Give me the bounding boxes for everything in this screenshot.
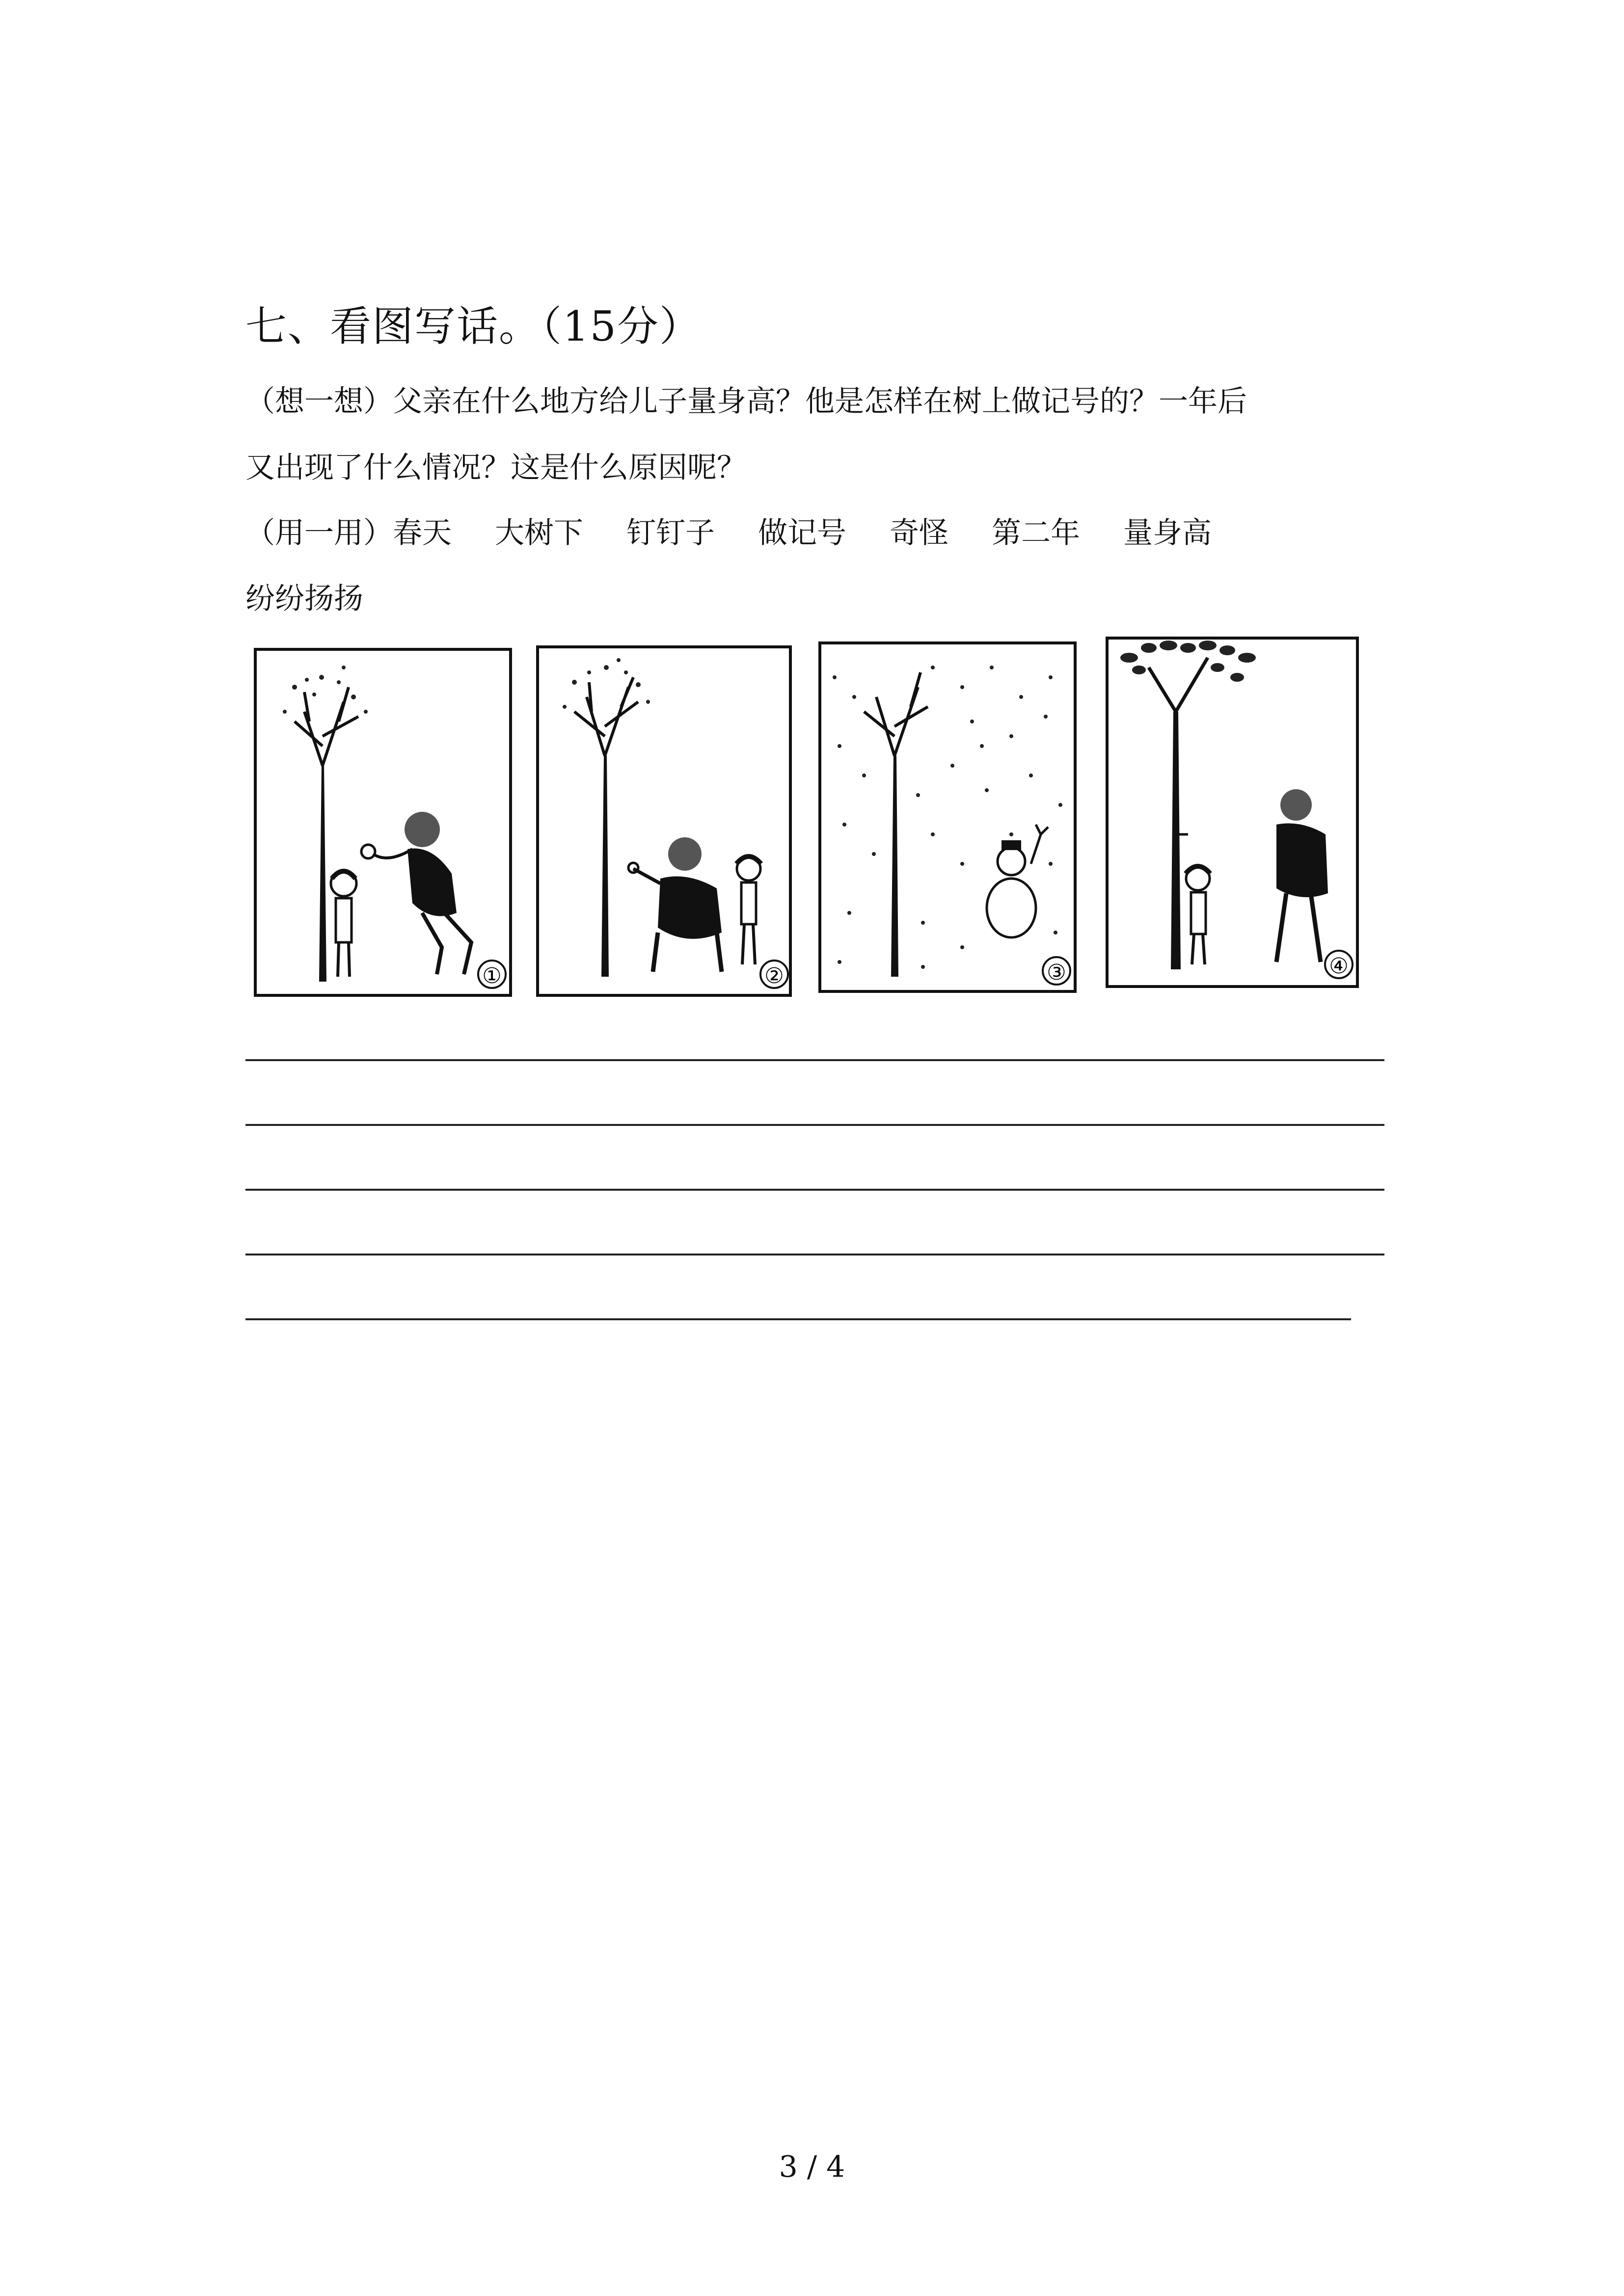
word-item: 做记号 [758,516,846,550]
writing-line[interactable] [245,1254,1384,1255]
word-item: 大树下 [495,516,583,550]
section-title: 七、看图写话。（15分） [245,302,702,350]
story-panel-1 [255,649,511,995]
writing-line[interactable] [245,1318,1351,1320]
word-item: 春天 [393,516,452,550]
use-label: （用一用） [245,516,393,550]
word-item: 第二年 [992,516,1080,550]
writing-line[interactable] [245,1189,1384,1191]
word-item-last: 纷纷扬扬 [245,582,363,616]
word-item: 量身高 [1123,516,1212,550]
page-number: 3 / 4 [779,2150,845,2184]
story-panel-2 [538,647,790,995]
story-panel-3 [820,643,1075,991]
think-prompt-line-1: （想一想）父亲在什么地方给儿子量身高？他是怎样在树上做记号的？一年后 [245,384,1247,419]
word-item: 奇怪 [890,516,948,550]
panel-number: ④ [1329,954,1349,979]
word-item: 钉钉子 [626,516,715,550]
writing-line[interactable] [245,1059,1384,1061]
think-prompt-line-2: 又出现了什么情况？这是什么原因呢？ [245,451,746,485]
panel-number: ③ [1047,960,1066,985]
panel-number: ① [482,963,502,988]
story-panel-4 [1107,638,1357,987]
writing-line[interactable] [245,1124,1384,1126]
panel-number: ② [764,963,784,988]
